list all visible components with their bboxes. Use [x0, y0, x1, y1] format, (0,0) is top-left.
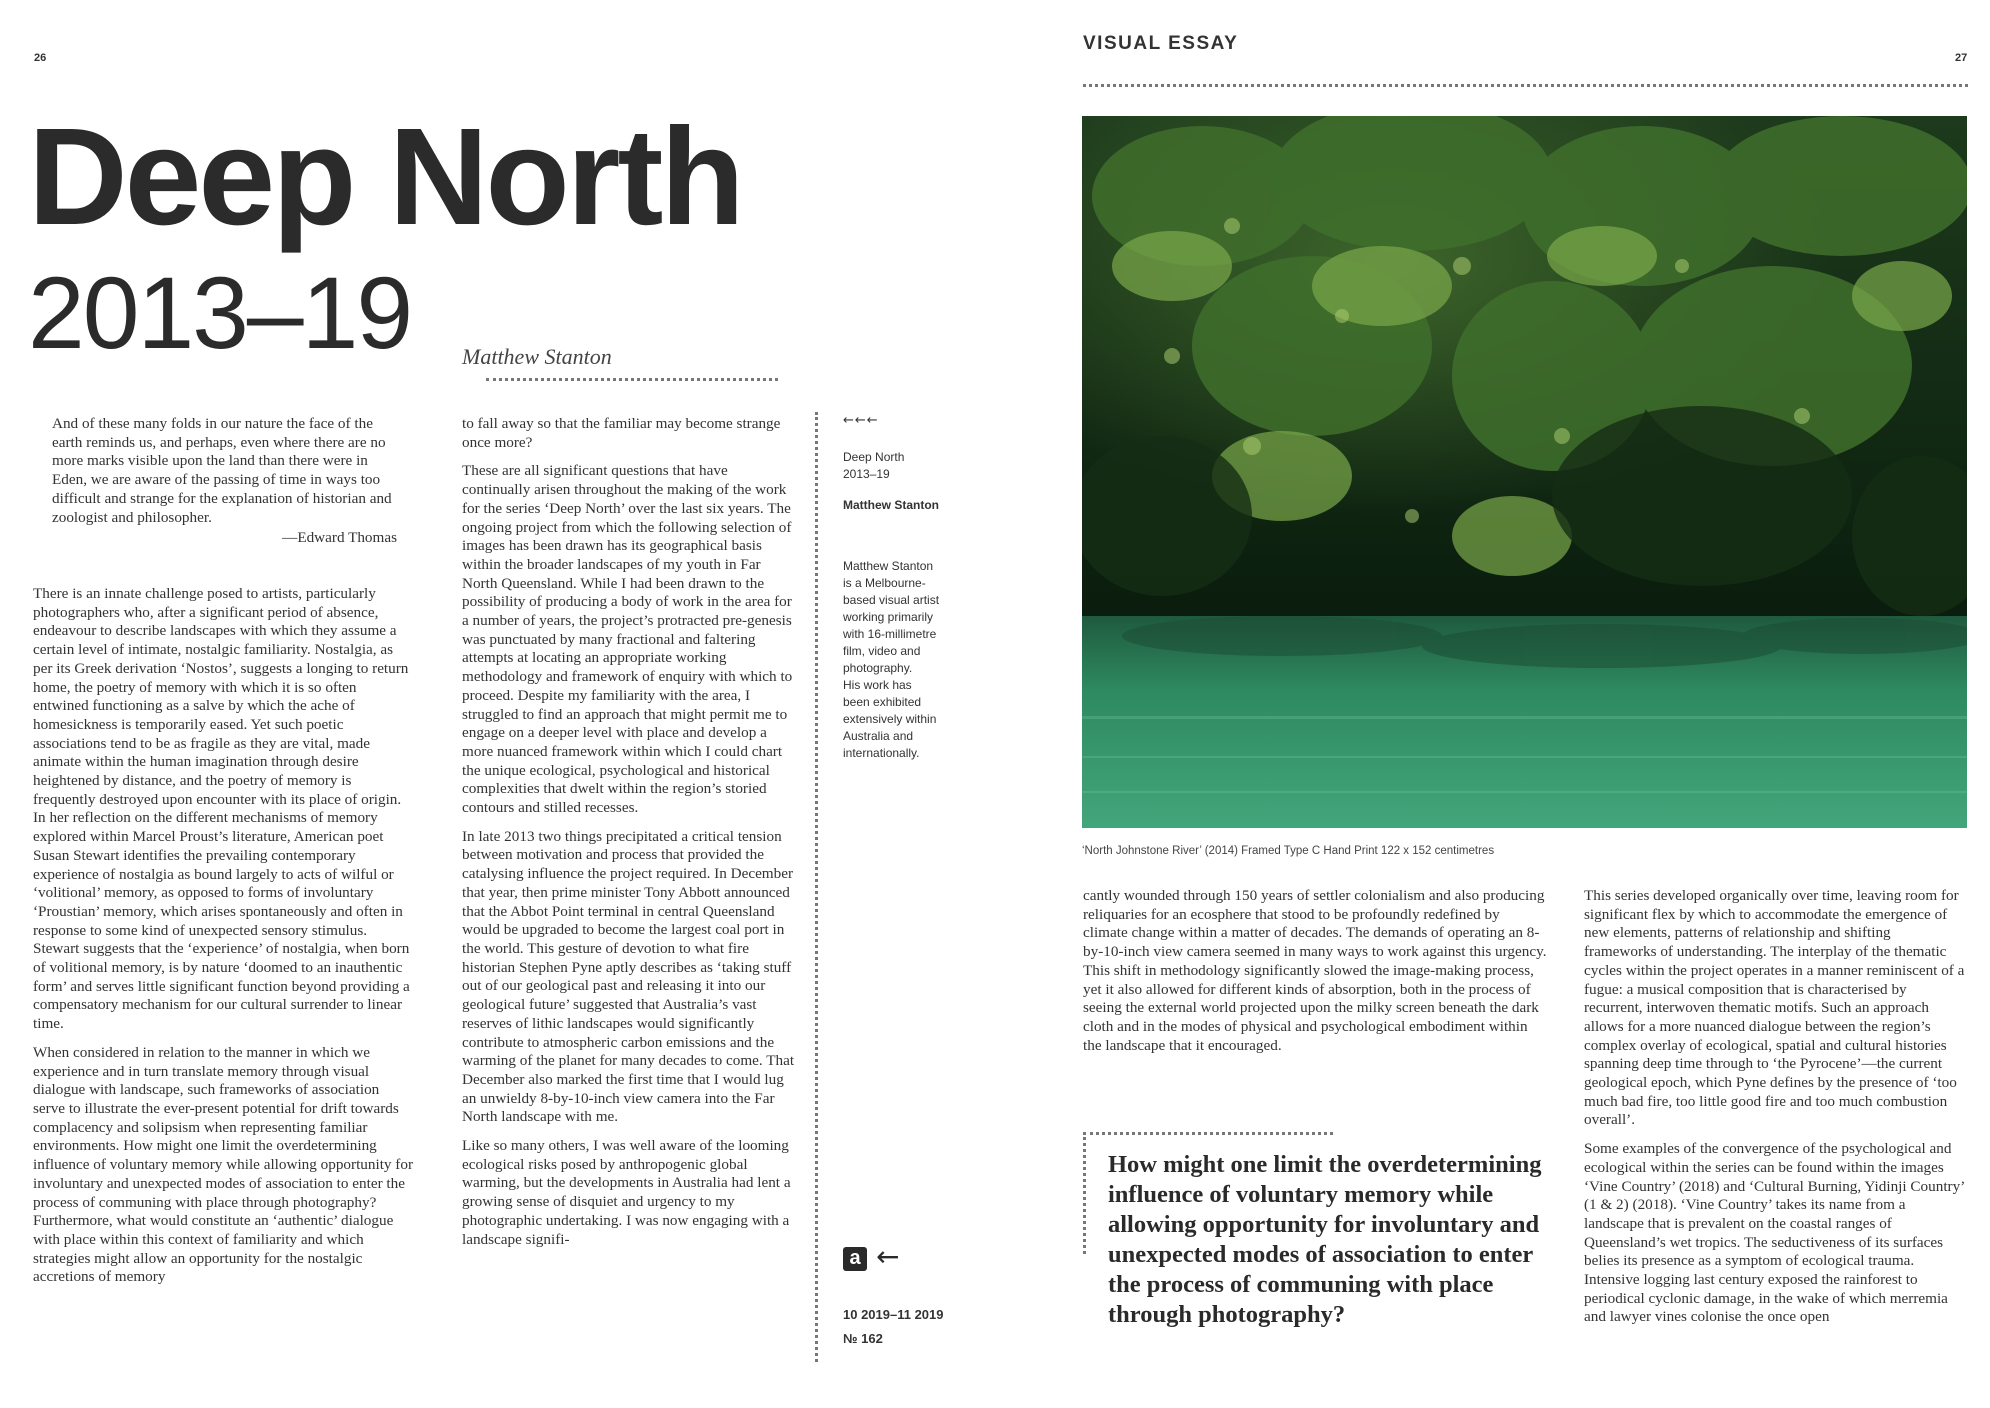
back-arrows-icon: ←←←	[843, 413, 879, 428]
paragraph: Like so many others, I was well aware of the looming ecological risks posed by anthropogenic global warming, but the developments in Australia had lent a growing sense of disquiet and urgency to my photographic undertaking. I was now engaging with a landscape signifi-	[462, 1137, 791, 1248]
sidebar-divider	[815, 412, 818, 1362]
photo-caption: ‘North Johnstone River’ (2014) Framed Type C Hand Print 122 x 152 centimetres	[1082, 845, 1495, 857]
body-column-3	[1083, 887, 1548, 1065]
sidebar-title: Deep North	[843, 450, 905, 464]
pull-quote: How might one limit the overdetermining influence of voluntary memory while allowing opportunity for involuntary and unexpected modes of association to enter the process of communing with place through photography?	[1108, 1151, 1542, 1328]
author-divider	[486, 378, 778, 381]
header-divider	[1083, 84, 1968, 87]
page-number-right: 27	[1955, 52, 1968, 64]
issue-dates: 10 2019–11 2019	[843, 1307, 944, 1322]
epigraph-text: And of these many folds in our nature the face of the earth reminds us, and perhaps, even where there are no more marks visible upon the land than there were in Eden, we are aware of the passing of time in ways too difficult and strange for the explanation of historian and zoologist and philosopher.	[52, 415, 392, 526]
paragraph: Some examples of the convergence of the psychological and ecological within the series can be found within the images ‘Vine Country’ (2018) and ‘Cultural Burning, Yidinji Country’ (1 & 2) (2018). ‘Vine Country’ takes its name from a landscape that is prevalent on the coastal ranges of Queensland’s wet tropics. The seductiveness of its surfaces belies its presence as a symptom of ecological trauma. Intensive logging last century exposed the rainforest to periodical cyclonic damage, in the wake of which merremia and lawyer vines colonise the once open	[1584, 1140, 1965, 1326]
body-column-2	[462, 415, 796, 1259]
body-column-1	[33, 585, 415, 1297]
epigraph-attribution: —Edward Thomas	[282, 529, 397, 547]
sidebar	[843, 412, 961, 762]
paragraph: These are all significant questions that have continually arisen throughout the making of the work for the series ‘Deep North’ over the last six years. The ongoing project from which the following selection of images has been drawn has its geographical basis within the broader landscapes of my youth in Far North Queensland. While I had been drawn to the possibility of producing a body of work in the area for a number of years, the project’s protracted pre-genesis was punctuated by many fractional and faltering attempts at locating an appropriate working methodology and framework of enquiry with which to proceed. Despite my familiarity with the area, I struggled to find an approach that might permit me to engage on a deeper level with place and develop a more nuanced framework within which I could chart the unique ecological, psychological and historical complexities that dwelt within the region’s storied contours and stilled recesses.	[462, 462, 793, 817]
article-years: 2013–19	[28, 256, 412, 370]
paragraph: cantly wounded through 150 years of settler colonialism and also producing reliquaries for an ecosphere that stood to be profoundly redefined by climate change within a matter of decades. The demands of operating an 8-by-10-inch view camera seemed in many ways to work against this urgency. This shift in methodology significantly slowed the image-making process, yet it also allowed for different kinds of absorption, both in the process of seeing the external world projected upon the milky screen beneath the dark cloth and in the modes of physical and psychological embodiment within the landscape that it encouraged.	[1083, 887, 1547, 1054]
article-author: Matthew Stanton	[462, 344, 612, 369]
paragraph: When considered in relation to the manner in which we experience and in turn translate memory through visual dialogue with landscape, such frameworks of association serve to illustrate the ever-present potential for drift towards complacency and solipsism when representing familiar environments. How might one limit the overdetermining influence of voluntary memory while allowing opportunity for involuntary and unexpected modes of association to enter the process of communing with place through photography? Furthermore, what would constitute an ‘authentic’ dialogue with place within this context of familiarity and which strategies might allow an opportunity for the nostalgic accretions of memory	[33, 1043, 414, 1286]
issue-number: № 162	[843, 1331, 883, 1346]
sidebar-bio: Matthew Stanton is a Melbourne- based visual artist working primarily with 16-millimetre film, video and photography. His work has been exhibited extensively within Australia and internationally.	[843, 559, 940, 760]
paragraph: to fall away so that the familiar may become strange once more?	[462, 415, 781, 451]
epigraph	[52, 415, 397, 548]
paragraph: There is an innate challenge posed to artists, particularly photographers who, after a significant period of absence, endeavour to describe landscapes with which they assume a certain level of intimate, nostalgic familiarity. Nostalgia, as per its Greek derivation ‘Nostos’, suggests a longing to return home, the poetry of memory with which it is so often entwined functioning as a salve by which the ache of homesickness is temporarily eased. Yet such poetic associations tend to be as fragile as they are vital, made animate within the human imagination through desire heightened by distance, and the poetry of memory is frequently destroyed upon encounter with its place of origin. In her reflection on the different mechanisms of memory explored within Marcel Proust’s literature, American poet Susan Stewart identifies the prevailing contemporary experience of nostalgia as bound largely to acts of wilful or ‘volitional’ memory, as opposed to forms of involuntary ‘Proustian’ memory, which arises spontaneously and often in response to some kind of unexpected sensory stimulus. Stewart suggests that the ‘experience’ of nostalgia, when born of volitional memory, is by nature ‘doomed to an inauthentic form’ and serves little significant function beyond providing a compensatory mechanism for our cultural surrender to linear time.	[33, 585, 410, 1033]
page-number-left: 26	[34, 52, 47, 64]
body-column-4	[1584, 887, 1965, 1337]
photo-north-johnstone-river	[1082, 116, 1967, 828]
pullquote-divider-left	[1083, 1132, 1086, 1254]
sidebar-years: 2013–19	[843, 467, 890, 481]
paragraph: In late 2013 two things precipitated a critical tension between motivation and process that provided the catalysing influence the project required. In December that year, then prime minister Tony Abbott announced that the Abbot Point terminal in central Queensland would be upgraded to become the largest coal port in the world. This gesture of devotion to what fire historian Stephen Pyne aptly describes as ‘taking stuff out of our geological past and releasing it into our geological future’ suggested that Australia’s vast reserves of lithic landscapes would significantly contribute to atmospheric carbon emissions and the warming of the planet for many decades to come. That December also marked the first time that I would lug an unwieldy 8-by-10-inch view camera into the Far North landscape with me.	[462, 827, 795, 1126]
article-title: Deep North	[28, 100, 742, 254]
left-arrow-icon: ←	[876, 1240, 900, 1273]
pullquote-divider-top	[1083, 1132, 1333, 1135]
paragraph: This series developed organically over time, leaving room for significant flex by which to accommodate the emergence of new elements, patterns of relationship and shifting frameworks of understanding. The interplay of the thematic cycles within the project operates in a manner reminiscent of a fugue: a musical composition that is characterised by recurrent, interwoven thematic motifs. Such an approach allows for a more nuanced dialogue between the region’s complex overlay of ecological, spatial and cultural histories spanning deep time through to ‘the Pyrocene’—the current geological epoch, which Pyne defines by the presence of ‘too much bad fire, too little good fire and too much combustion overall’.	[1584, 887, 1965, 1129]
section-label: VISUAL ESSAY	[1083, 33, 1239, 54]
magazine-logo-icon: a	[843, 1247, 867, 1271]
sidebar-author: Matthew Stanton	[843, 498, 939, 512]
